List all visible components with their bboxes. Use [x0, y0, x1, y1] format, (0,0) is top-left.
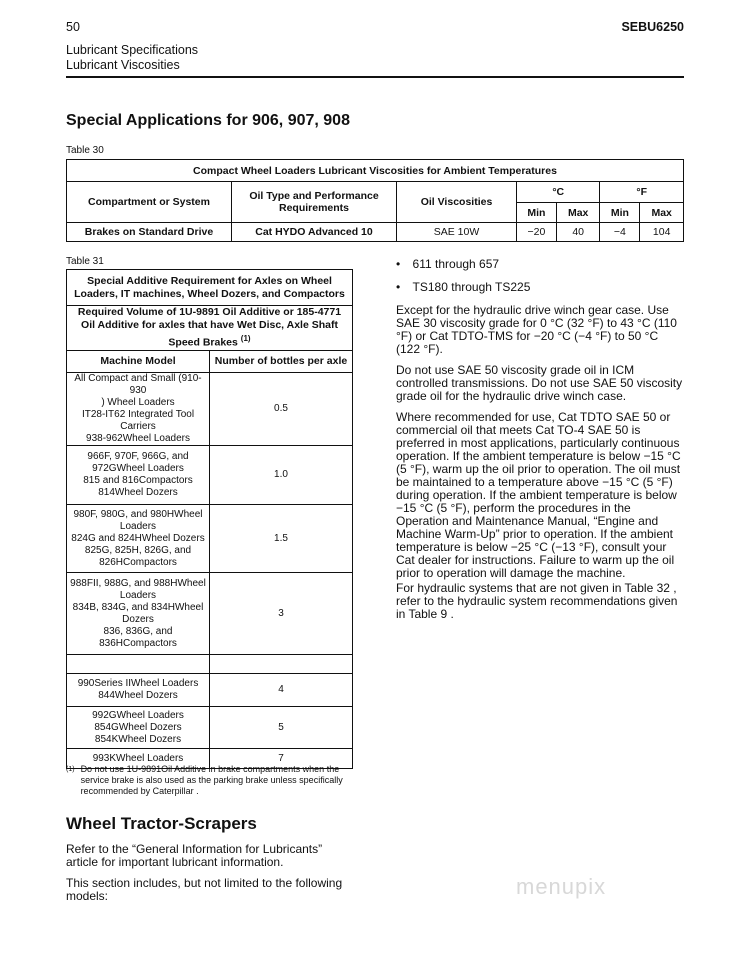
paragraph-hydraulic-systems: For hydraulic systems that are not given in Table 32 , refer to the hydraulic system recommendations given in Table 9 .	[396, 581, 678, 621]
table31-header-bottles: Number of bottles per axle	[210, 351, 353, 373]
machine-model-cell	[67, 373, 210, 446]
table-row	[67, 707, 353, 749]
table30-header-compartment: Compartment or System	[67, 182, 232, 223]
model-line: 990Series IIWheel Loaders	[77, 678, 199, 689]
table30-header-fahrenheit: °F	[600, 182, 684, 203]
table30-header-c-max: Max	[556, 203, 600, 223]
table30-title: Compact Wheel Loaders Lubricant Viscosities for Ambient Temperatures	[67, 160, 684, 182]
bottles-cell	[210, 655, 353, 674]
model-line: 824G and 824HWheel Dozers	[71, 532, 205, 544]
model-line: IT28-IT62 Integrated Tool	[81, 409, 195, 420]
table31-caption: Table 31	[66, 256, 104, 267]
model-line: ) Wheel Loaders	[101, 397, 175, 408]
table30	[66, 159, 684, 242]
table30-cell-viscosity: SAE 10W	[397, 223, 517, 242]
table30-header-c-min: Min	[517, 203, 557, 223]
bottles-cell: 0.5	[210, 373, 353, 446]
table-row	[67, 373, 353, 446]
model-line: Carriers	[120, 421, 156, 432]
table30-header-f-max: Max	[640, 203, 684, 223]
table30-cell-c-max: 40	[556, 223, 600, 242]
bottles-cell: 7	[210, 749, 353, 769]
machine-model-cell	[67, 446, 210, 505]
model-line: 938-962Wheel Loaders	[86, 433, 190, 444]
table30-cell-compartment: Brakes on Standard Drive	[67, 223, 232, 242]
table-row	[67, 505, 353, 573]
bottles-cell: 1.5	[210, 505, 353, 573]
model-line: 836, 836G, and	[103, 625, 173, 637]
model-line: 988FII, 988G, and 988HWheel	[70, 577, 206, 589]
machine-model-cell	[67, 573, 210, 655]
machine-model-cell	[67, 655, 210, 674]
paragraph-sae50-warning: Do not use SAE 50 viscosity grade oil in ICM controlled transmissions. Do not use SAE 50 viscosity grade oil for the hydraulic drive winch case.	[396, 363, 683, 403]
header-rule	[66, 76, 684, 78]
model-line: 844Wheel Dozers	[98, 690, 178, 701]
watermark: menupix	[516, 874, 607, 899]
table30-cell-c-min: −20	[517, 223, 557, 242]
model-line: 966F, 970F, 966G, and	[87, 451, 189, 462]
list-item	[396, 280, 530, 294]
table30-cell-oil-type: Cat HYDO Advanced 10	[232, 223, 397, 242]
footnote-mark: (1)	[66, 766, 75, 773]
bottles-cell: 5	[210, 707, 353, 749]
bottles-cell: 4	[210, 674, 353, 707]
table31-subtitle	[67, 306, 353, 351]
table31-subtitle-footnote-mark: (1)	[240, 334, 251, 344]
subsection-title: Lubricant Viscosities	[66, 58, 180, 72]
footnote-text: Do not use 1U-9891Oil Additive in brake compartments when the service brake is also used as the parking brake unless specifically recommended by Caterpillar .	[80, 764, 343, 796]
table30-caption: Table 30	[66, 145, 104, 156]
machine-model-cell	[67, 707, 210, 749]
table31	[66, 269, 353, 769]
page-number: 50	[66, 20, 80, 34]
table-row	[67, 223, 684, 242]
bullet-text: 611 through 657	[412, 257, 500, 271]
model-line: 834B, 834G, and 834HWheel	[72, 601, 204, 613]
table30-header-viscosities: Oil Viscosities	[397, 182, 517, 223]
heading-special-applications: Special Applications for 906, 907, 908	[66, 112, 350, 129]
model-line: 854GWheel Dozers	[94, 721, 182, 733]
paragraph-general-info: Refer to the “General Information for Lubricants” article for important lubricant information.	[66, 842, 323, 869]
model-line: Dozers	[122, 613, 154, 625]
table-row	[67, 655, 353, 674]
table31-subtitle-text: Required Volume of 1U-9891 Oil Additive or 185-4771 Oil Additive for axles that have Wet Disc, Axle Shaft Speed Brakes	[77, 306, 342, 349]
paragraph-models-intro: This section includes, but not limited to the following models:	[66, 876, 343, 903]
table31-footnote	[66, 764, 356, 797]
model-line: 993KWheel Loaders	[92, 752, 184, 764]
model-line: 836HCompactors	[99, 637, 177, 649]
bottles-cell: 3	[210, 573, 353, 655]
bullet-text: TS180 through TS225	[412, 280, 531, 294]
table31-header-model: Machine Model	[67, 351, 210, 373]
bullet-icon: •	[396, 280, 401, 294]
bullet-icon: •	[396, 257, 401, 271]
table30-header-f-min: Min	[600, 203, 640, 223]
model-line: 972GWheel Loaders	[92, 463, 184, 474]
machine-model-cell	[67, 674, 210, 707]
paragraph-winch-exception: Except for the hydraulic drive winch gear case. Use SAE 30 viscosity grade for 0 °C (32 °F) to 43 °C (110 °F) or Cat TDTO-TMS for −20 °C (−4 °F) to 50 °C (122 °F).	[396, 303, 677, 356]
document-code: SEBU6250	[621, 20, 684, 34]
table30-cell-f-max: 104	[640, 223, 684, 242]
heading-wheel-tractor-scrapers: Wheel Tractor-Scrapers	[66, 814, 257, 833]
table-row	[67, 573, 353, 655]
model-line: 980F, 980G, and 980HWheel	[73, 508, 203, 520]
model-line: Loaders	[119, 520, 157, 532]
table30-cell-f-min: −4	[600, 223, 640, 242]
model-line: 992GWheel Loaders	[92, 709, 184, 721]
model-line: 854KWheel Dozers	[94, 733, 182, 745]
bottles-cell: 1.0	[210, 446, 353, 505]
table30-header-oil-type: Oil Type and Performance Requirements	[232, 182, 397, 223]
table-row	[67, 446, 353, 505]
machine-model-cell	[67, 505, 210, 573]
section-title: Lubricant Specifications	[66, 43, 199, 57]
model-line: All Compact and Small (910-930	[74, 373, 202, 396]
model-line: 815 and 816Compactors	[83, 475, 193, 486]
table-row	[67, 674, 353, 707]
model-line: 826HCompactors	[99, 556, 177, 568]
list-item	[396, 257, 499, 271]
model-line: 825G, 825H, 826G, and	[84, 544, 192, 556]
model-line: Loaders	[119, 589, 157, 601]
table30-header-celsius: °C	[517, 182, 600, 203]
table31-title: Special Additive Requirement for Axles on Wheel Loaders, IT machines, Wheel Dozers, and Compactors	[67, 270, 353, 306]
model-line: 814Wheel Dozers	[98, 487, 178, 498]
paragraph-tdto-usage: Where recommended for use, Cat TDTO SAE 50 or commercial oil that meets Cat TO-4 SAE 50 is preferred in most applications, particularly continuous operation. If the ambient temperature is below −15 °C (5 °F), warm up the oil prior to operation. The oil must be maintained to a temperature above −15 °C (5 °F) during operation. If the ambient temperature is below −15 °C (5 °F), perform the procedures in the Operation and Maintenance Manual, “Engine and Machine Warm-Up” prior to operation. If the ambient temperature is below −25 °C (−13 °F), consult your Cat dealer for instructions. Failure to warm up the oil prior to operation will damage the machine.	[396, 410, 681, 580]
